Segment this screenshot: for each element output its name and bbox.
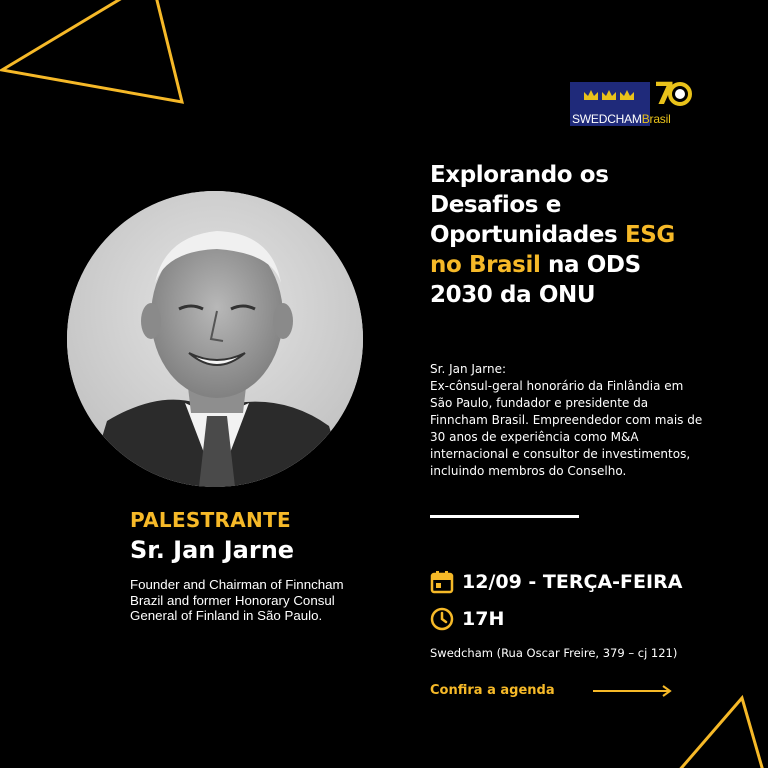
title-highlight-brasil: no Brasil xyxy=(430,252,541,278)
triangle-decoration-bottom-right xyxy=(640,690,768,768)
title-line-1: Explorando os xyxy=(430,162,609,188)
crowns-icon xyxy=(580,86,640,104)
section-divider xyxy=(430,515,579,518)
speaker-portrait-illustration xyxy=(67,191,363,487)
description-line: 30 anos de experiência como M&A xyxy=(430,430,639,444)
event-date-text: 12/09 - TERÇA-FEIRA xyxy=(462,571,683,593)
speaker-description-pt xyxy=(430,361,720,480)
description-line: Ex-cônsul-geral honorário da Finlândia em xyxy=(430,379,684,393)
title-line-2: Desafios e xyxy=(430,192,561,218)
agenda-link[interactable] xyxy=(430,683,673,698)
triangle-decoration-top-left xyxy=(0,0,190,110)
title-line-3 xyxy=(430,220,730,250)
event-time-text: 17H xyxy=(462,608,505,630)
speaker-name: Sr. Jan Jarne xyxy=(130,536,295,564)
event-date xyxy=(430,570,682,594)
swedcham-logo xyxy=(570,74,692,126)
speaker-photo xyxy=(67,191,363,487)
description-line: incluindo membros do Conselho. xyxy=(430,464,627,478)
logo-flag xyxy=(570,82,671,126)
clock-icon xyxy=(430,607,454,631)
title-line-3-text: Oportunidades xyxy=(430,222,625,248)
arrow-right-icon[interactable] xyxy=(593,685,673,697)
title-line-4-text: na ODS xyxy=(540,252,641,278)
event-time xyxy=(430,607,504,631)
event-venue: Swedcham (Rua Oscar Freire, 379 – cj 121) xyxy=(430,646,678,660)
event-title xyxy=(430,160,730,310)
description-line: internacional e consultor de investimentos, xyxy=(430,447,691,461)
speaker-bio-en: Founder and Chairman of Finncham Brazil and former Honorary Consul General of Finland in São Paulo. xyxy=(130,577,344,624)
anniversary-70-badge xyxy=(652,74,692,114)
agenda-link-label[interactable]: Confira a agenda xyxy=(430,683,555,698)
description-line: Finncham Brasil. Empreendedor com mais de xyxy=(430,413,703,427)
title-highlight-esg: ESG xyxy=(624,222,675,248)
description-line: Sr. Jan Jarne: xyxy=(430,362,507,376)
title-line-4 xyxy=(430,250,730,280)
svg-text:7: 7 xyxy=(654,77,675,112)
calendar-icon xyxy=(430,570,454,594)
logo-wordmark: SWEDCHAMBrasil xyxy=(572,112,671,126)
description-line: São Paulo, fundador e presidente da xyxy=(430,396,649,410)
title-line-5: 2030 da ONU xyxy=(430,282,596,308)
speaker-role-label: PALESTRANTE xyxy=(130,508,291,532)
